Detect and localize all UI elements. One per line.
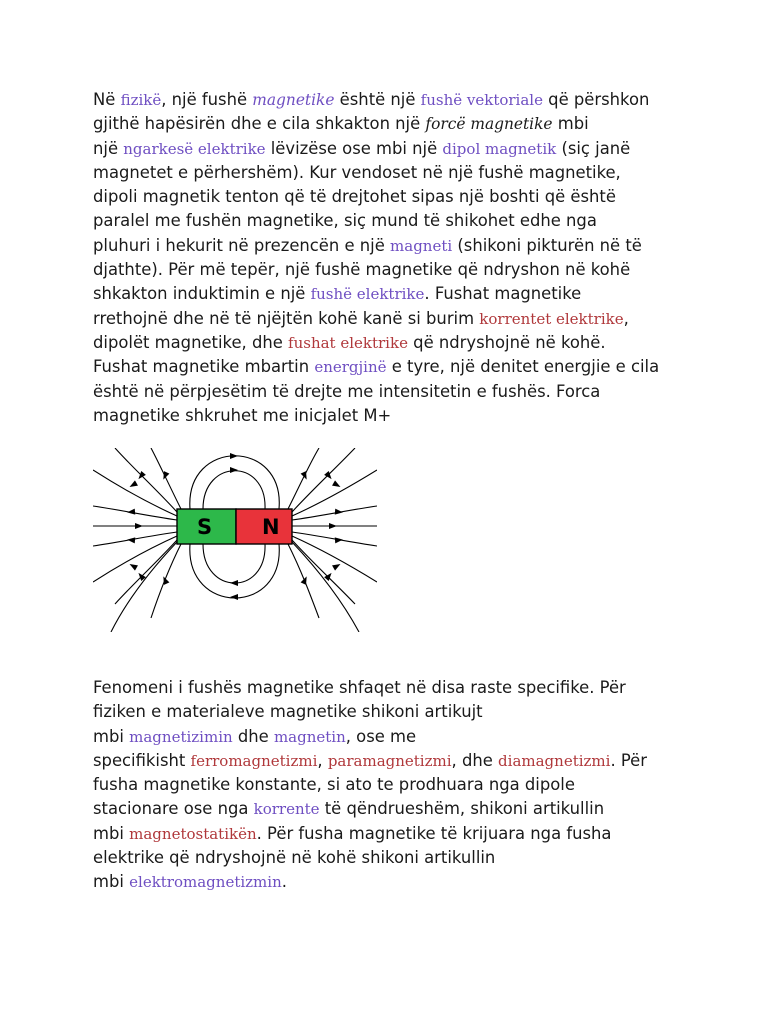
field-line bbox=[292, 536, 377, 582]
body-text: paralel me fushën magnetike, siç mund të shikohet edhe nga bbox=[93, 211, 597, 231]
text-line bbox=[93, 185, 683, 209]
wiki-link[interactable]: elektromagnetizmin bbox=[129, 873, 282, 892]
paragraph-intro bbox=[93, 88, 683, 428]
north-pole-label: N bbox=[262, 515, 280, 539]
body-text: djathte). Për më tepër, një fushë magnetike që ndryshon në kohë bbox=[93, 260, 631, 280]
text-line bbox=[93, 749, 683, 773]
body-text: Fushat magnetike mbartin bbox=[93, 357, 315, 377]
field-arrow bbox=[127, 509, 135, 516]
text-line bbox=[93, 307, 683, 331]
body-text: . bbox=[281, 872, 287, 892]
field-arrow bbox=[136, 471, 146, 481]
text-line bbox=[93, 161, 683, 185]
magnet-field-figure bbox=[93, 448, 377, 632]
field-arrow bbox=[332, 480, 342, 489]
body-text: mbi bbox=[93, 872, 130, 892]
body-text: magnetike shkruhet me inicjalet M+ bbox=[93, 405, 392, 425]
wiki-link[interactable]: ngarkesë elektrike bbox=[123, 139, 266, 158]
body-text: shkakton induktimin e një bbox=[93, 284, 311, 304]
field-arrow bbox=[127, 537, 135, 544]
text-line bbox=[93, 112, 683, 136]
field-arrow bbox=[135, 523, 143, 529]
body-text: , ose me bbox=[345, 726, 417, 746]
field-arrow bbox=[301, 471, 310, 481]
field-arrow bbox=[128, 561, 138, 570]
field-arrow bbox=[335, 537, 343, 544]
wiki-link[interactable]: magneti bbox=[390, 236, 453, 255]
wiki-link[interactable]: fizikë bbox=[120, 91, 162, 109]
field-arrow bbox=[128, 480, 138, 489]
body-text: , bbox=[623, 308, 629, 328]
wiki-link[interactable]: korrente bbox=[253, 800, 320, 819]
body-text: mbi bbox=[93, 726, 130, 746]
body-text: , bbox=[317, 750, 328, 770]
wiki-link[interactable]: korrentet elektrike bbox=[479, 309, 624, 328]
field-arrow bbox=[161, 575, 170, 585]
field-arrow bbox=[301, 575, 310, 585]
wiki-link[interactable]: fushë vektoriale bbox=[420, 91, 543, 109]
field-arrow bbox=[329, 523, 337, 529]
body-text: (shikoni pikturën në të bbox=[452, 235, 642, 255]
wiki-link[interactable]: energjinë bbox=[314, 358, 387, 377]
field-arrow bbox=[230, 467, 238, 473]
body-text: është një bbox=[334, 90, 421, 109]
emphasis-text: forcë magnetike bbox=[425, 115, 553, 134]
body-text: gjithë hapësirën dhe e cila shkakton një bbox=[93, 114, 426, 134]
text-line bbox=[93, 846, 683, 870]
body-text: specifikisht bbox=[93, 750, 191, 770]
field-arrow bbox=[324, 471, 334, 481]
field-line bbox=[292, 542, 359, 632]
body-text: . Për fusha magnetike të krijuara nga fusha bbox=[256, 823, 612, 843]
body-text: që ndryshojnë në kohë. bbox=[407, 332, 606, 352]
wiki-link[interactable]: magnetizimin bbox=[129, 727, 233, 746]
field-line bbox=[111, 542, 177, 632]
body-text: magnetet e përhershëm). Kur vendoset në një fushë magnetike, bbox=[93, 162, 621, 182]
body-text: , dhe bbox=[451, 750, 499, 770]
text-line bbox=[93, 355, 683, 379]
body-text: dipoli magnetik tenton që të drejtohet sipas një boshti që është bbox=[93, 187, 616, 207]
body-text: stacionare ose nga bbox=[93, 799, 254, 819]
field-arrow bbox=[161, 471, 170, 481]
wiki-link[interactable]: fushë elektrike bbox=[310, 285, 425, 304]
body-text: është në përpjesëtim të drejte me intensitetin e fushës. Forca bbox=[93, 381, 601, 401]
wiki-link[interactable]: dipol magnetik bbox=[442, 139, 557, 158]
field-arrow bbox=[230, 453, 238, 459]
body-text: pluhuri i hekurit në prezencën e një bbox=[93, 235, 391, 255]
field-arrow bbox=[332, 561, 342, 570]
field-arrow bbox=[335, 509, 343, 516]
body-text: dhe bbox=[232, 726, 274, 746]
body-text: (siç janë bbox=[556, 138, 631, 158]
field-line bbox=[115, 448, 177, 512]
text-line bbox=[93, 282, 683, 306]
field-arrow bbox=[230, 594, 238, 600]
field-arrow bbox=[324, 571, 334, 581]
body-text: fiziken e materialeve magnetike shikoni artikujt bbox=[93, 702, 483, 722]
body-text: mbi bbox=[93, 823, 130, 843]
body-text: . Për bbox=[610, 750, 647, 770]
south-pole-label: S bbox=[197, 515, 213, 539]
body-text: mbi bbox=[552, 114, 589, 134]
field-line bbox=[292, 532, 377, 546]
text-line bbox=[93, 137, 683, 161]
body-text: Fenomeni i fushës magnetike shfaqet në disa raste specifike. Për bbox=[93, 678, 626, 697]
text-line bbox=[93, 234, 683, 258]
wiki-link[interactable]: paramagnetizmi bbox=[327, 751, 452, 770]
body-text: . Fushat magnetike bbox=[424, 284, 582, 304]
text-line bbox=[93, 88, 683, 112]
wiki-link[interactable]: magnetike bbox=[252, 91, 335, 109]
text-line bbox=[93, 822, 683, 846]
wiki-link[interactable]: diamagnetizmi bbox=[498, 751, 611, 770]
body-text: lëvizëse ose mbi një bbox=[265, 138, 443, 158]
body-text: një bbox=[93, 138, 124, 158]
body-text: e tyre, një denitet energjie e cila bbox=[386, 357, 660, 377]
wiki-link[interactable]: ferromagnetizmi bbox=[190, 751, 318, 770]
bar-magnet bbox=[177, 509, 292, 544]
text-line bbox=[93, 258, 683, 282]
wiki-link[interactable]: fushat elektrike bbox=[288, 333, 408, 352]
body-text: Në bbox=[93, 90, 121, 109]
text-line bbox=[93, 380, 683, 404]
body-text: elektrike që ndryshojnë në kohë shikoni artikullin bbox=[93, 848, 496, 868]
field-line bbox=[292, 506, 377, 520]
text-line bbox=[93, 331, 683, 355]
text-line bbox=[93, 797, 683, 821]
field-line bbox=[292, 448, 355, 512]
field-line bbox=[292, 540, 355, 604]
body-text: , një fushë bbox=[161, 90, 253, 109]
body-text: rrethojnë dhe në të njëjtën kohë kanë si burim bbox=[93, 308, 480, 328]
field-arrow bbox=[230, 580, 238, 586]
field-line bbox=[203, 544, 265, 583]
text-line bbox=[93, 404, 683, 428]
body-text: dipolët magnetike, dhe bbox=[93, 332, 289, 352]
wiki-link[interactable]: magnetin bbox=[273, 727, 346, 746]
text-line bbox=[93, 725, 683, 749]
body-text: të qëndrueshëm, shikoni artikullin bbox=[319, 799, 605, 819]
body-text: fusha magnetike konstante, si ato te prodhuara nga dipole bbox=[93, 775, 575, 795]
field-line bbox=[93, 536, 177, 582]
field-line bbox=[203, 471, 265, 509]
text-line bbox=[93, 209, 683, 233]
text-line bbox=[93, 870, 683, 894]
text-line bbox=[93, 773, 683, 797]
paragraph-phenomena bbox=[93, 676, 683, 895]
text-line bbox=[93, 676, 683, 700]
text-line bbox=[93, 700, 683, 724]
body-text: që përshkon bbox=[542, 90, 650, 109]
wiki-link[interactable]: magnetostatikën bbox=[129, 824, 257, 843]
